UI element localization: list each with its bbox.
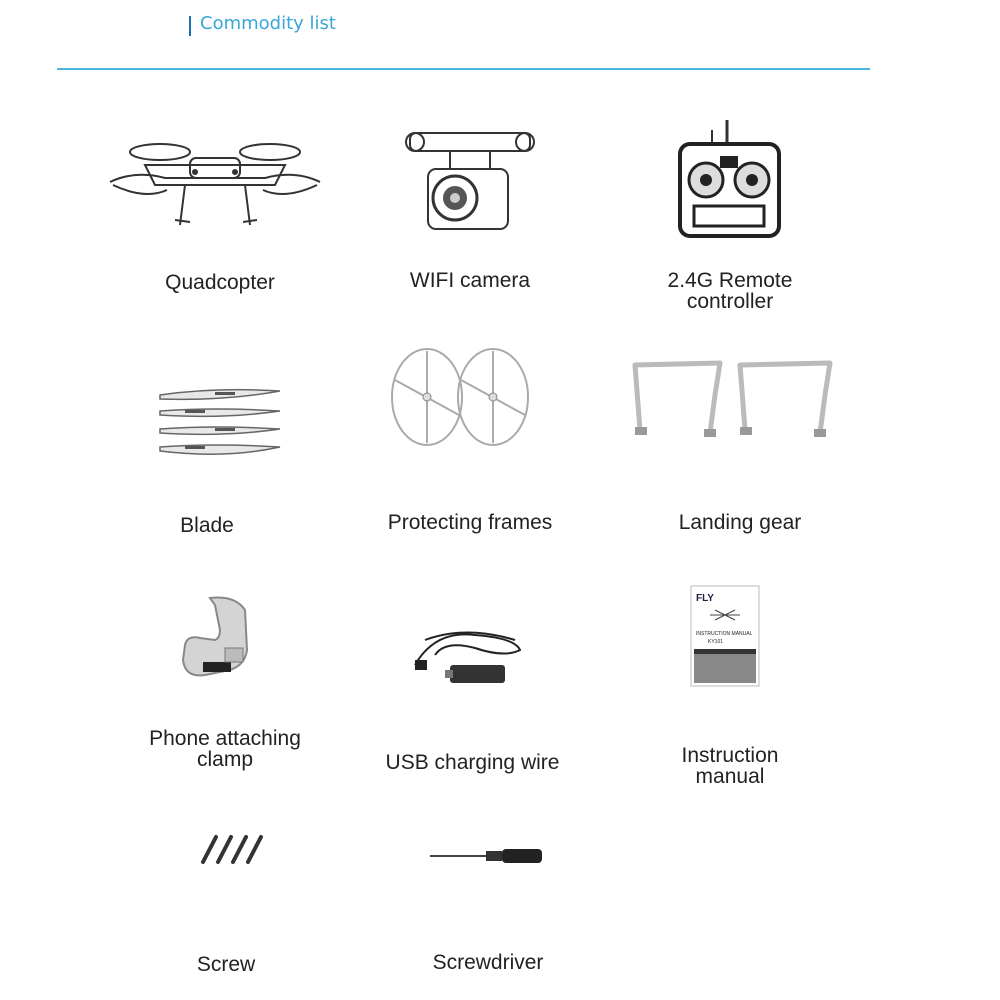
blade-image	[155, 385, 285, 465]
manual-brand: FLY	[696, 593, 714, 604]
item-label-protecting-frames: Protecting frames	[387, 511, 553, 534]
remote-label-line1: 2.4G Remote	[667, 269, 793, 292]
quadcopter-image	[105, 130, 325, 230]
page-title: Commodity list	[200, 13, 336, 34]
item-label-quadcopter: Quadcopter	[165, 271, 275, 294]
item-label-wifi-camera: WIFI camera	[409, 269, 531, 292]
manual-label-line1: Instruction	[681, 744, 779, 767]
landing-gear-image	[630, 355, 840, 445]
manual-heading: INSTRUCTION MANUAL	[696, 631, 753, 637]
header-accent-bar	[189, 16, 191, 36]
protecting-frames-image	[385, 345, 535, 450]
manual-label-line2: manual	[695, 765, 765, 788]
item-label-landing-gear: Landing gear	[678, 511, 802, 534]
item-label-remote-controller	[645, 270, 815, 312]
item-label-instruction-manual	[650, 745, 810, 787]
screws-image	[198, 832, 268, 867]
header-divider	[57, 68, 870, 70]
item-label-screwdriver: Screwdriver	[432, 951, 544, 974]
clamp-label-line2: clamp	[196, 748, 254, 771]
wifi-camera-image	[400, 125, 540, 240]
item-label-blade: Blade	[180, 514, 234, 537]
instruction-manual-image	[690, 585, 760, 687]
item-label-usb-wire: USB charging wire	[385, 751, 560, 774]
phone-clamp-image	[175, 590, 255, 690]
manual-model: KY101	[708, 639, 724, 645]
remote-controller-image	[672, 118, 787, 240]
usb-wire-image	[405, 620, 535, 690]
clamp-label-line1: Phone attaching	[149, 727, 301, 750]
item-label-phone-clamp	[140, 728, 310, 770]
screwdriver-image	[428, 846, 548, 866]
remote-label-line2: controller	[686, 290, 774, 313]
item-label-screw: Screw	[196, 953, 256, 976]
